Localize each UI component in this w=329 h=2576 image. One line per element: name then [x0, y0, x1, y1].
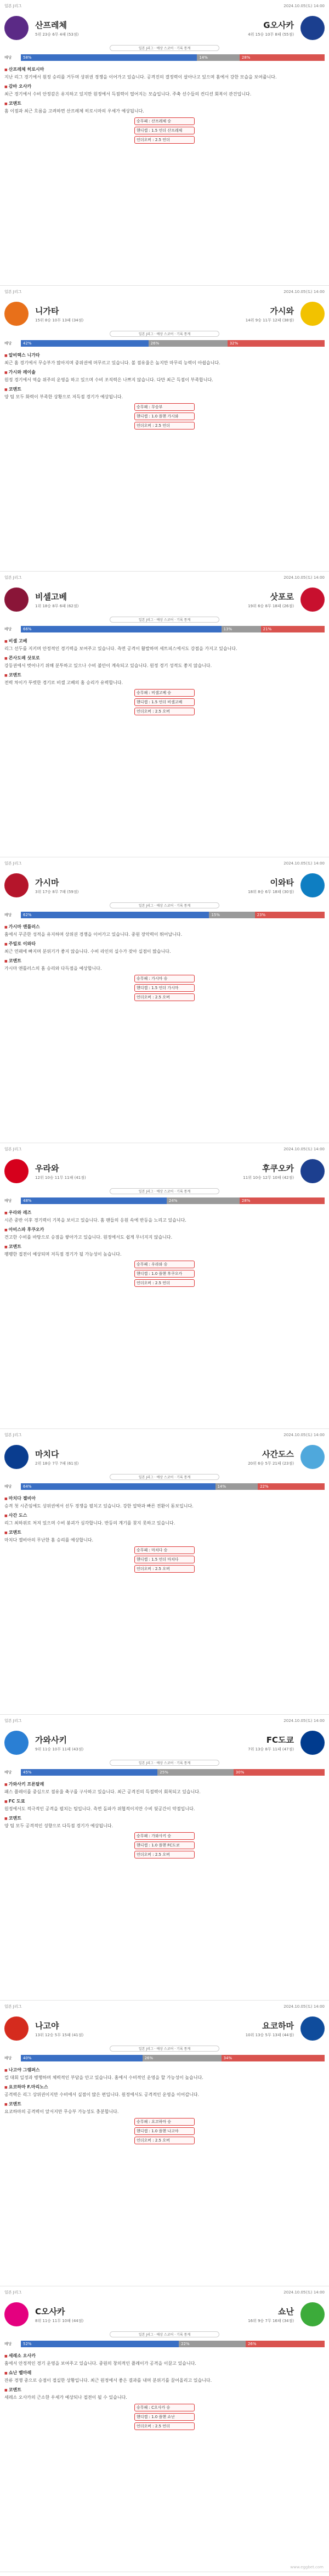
pick-item: 핸디캡 : 1.5 언더 마치다 — [134, 1556, 195, 1563]
section-title: ■ 요코하마 F.마리노스 — [4, 2084, 325, 2091]
away-team-name: 요코하마 — [262, 2020, 294, 2031]
home-team-logo — [4, 2302, 29, 2326]
match-date: 2024.10.05(토) 14:00 — [283, 1147, 325, 1151]
section-text: 최근 홈 경기에서 무승부가 많아지며 중위권에 머무르고 있습니다. 볼 점유율은 높지만 마무리 능력이 아쉽습니다. — [4, 360, 220, 365]
analysis-body — [4, 924, 325, 971]
section-text: 승격 첫 시즌임에도 상위권에서 선두 경쟁을 펼치고 있습니다. 강한 압박과 빠른 전환이 돋보입니다. — [4, 1504, 194, 1509]
home-team-name: 가와사키 — [35, 1735, 67, 1745]
match-card — [0, 1143, 329, 1429]
odds-bar — [4, 1769, 325, 1776]
home-team-logo — [4, 1159, 29, 1183]
section-text: 요코하마의 공격력이 앞서지만 무승부 가능성도 충분합니다. — [4, 2109, 119, 2114]
odds-bar — [4, 1197, 325, 1204]
section-title: ■ 가시와 레이솔 — [4, 369, 325, 376]
picks-box — [134, 403, 195, 430]
pick-item: 핸디캡 : 1.0 플핸 쇼난 — [134, 2413, 195, 2421]
teams-row — [4, 1154, 325, 1188]
home-team-logo — [4, 16, 29, 40]
away-team — [164, 587, 325, 612]
section-text: 강등권에서 벗어나기 위해 분투하고 있으나 수비 불안이 계속되고 있습니다. 원정 경기 성적도 좋지 않습니다. — [4, 663, 212, 668]
pick-item: 승무패 : 무승부 — [134, 403, 195, 411]
match-card — [0, 2286, 329, 2572]
section-title: ■ 코멘트 — [4, 2387, 325, 2393]
odds-label: 배당 — [4, 55, 12, 60]
section-title: ■ 알비렉스 니가타 — [4, 352, 325, 359]
picks-box — [134, 1546, 195, 1573]
away-odds-segment: 28 % — [240, 1197, 325, 1204]
teams-row — [4, 11, 325, 45]
stat-tabs[interactable]: 일본 J리그 · 예상 스코어 · 기록 통계 — [110, 2331, 219, 2337]
pick-item: 언더오버 : 2.5 언더 — [134, 422, 195, 430]
league-label: 일본 J리그 — [4, 4, 22, 8]
odds-bar — [4, 1483, 325, 1490]
league-label: 일본 J리그 — [4, 2290, 22, 2295]
match-card — [0, 286, 329, 572]
match-meta — [4, 2290, 325, 2295]
stat-tabs[interactable]: 일본 J리그 · 예상 스코어 · 기록 통계 — [110, 1188, 219, 1194]
section-text: 가시마 앤틀러스의 홈 승리와 다득점을 예상합니다. — [4, 966, 102, 971]
section-title: ■ 감바 오사카 — [4, 83, 325, 90]
section-text: 홈에서 꾸준한 성적을 유지하며 상위권 경쟁을 이어가고 있습니다. 중원 장악력이 뛰어납니다. — [4, 932, 183, 937]
away-team-form: 16위 9승 7무 16패 (34점) — [248, 2318, 294, 2323]
draw-odds-segment: 26 % — [149, 340, 228, 347]
pick-item: 언더오버 : 2.5 오버 — [134, 1851, 195, 1858]
section-title: ■ 아비스파 후쿠오카 — [4, 1227, 325, 1233]
pick-item: 승무패 : 산프레체 승 — [134, 117, 195, 125]
home-team — [4, 16, 164, 40]
section-text: 견고한 수비를 바탕으로 승점을 쌓아가고 있습니다. 원정에서도 쉽게 무너지지 않습니다. — [4, 1235, 173, 1240]
odds-label: 배당 — [4, 913, 12, 917]
section-title: ■ FC 도쿄 — [4, 1798, 325, 1805]
draw-odds-segment: 22 % — [179, 2341, 246, 2347]
away-odds-segment: 32 % — [228, 340, 325, 347]
section-title: ■ 가와사키 프론탈레 — [4, 1781, 325, 1788]
section-text: 잔류 경쟁 중으로 승점이 절실한 상황입니다. 최근 원정에서 좋은 결과를 내며 분위기를 끌어올리고 있습니다. — [4, 2378, 212, 2383]
home-team-name: C오사카 — [35, 2306, 65, 2317]
odds-label: 배당 — [4, 1484, 12, 1489]
section-text: 팽팽한 접전이 예상되며 저득점 경기가 될 가능성이 높습니다. — [4, 1252, 122, 1257]
match-meta — [4, 2004, 325, 2009]
home-team-form: 8위 11승 11무 10패 (44점) — [35, 2318, 84, 2323]
pick-item: 핸디캡 : 1.0 플핸 나고야 — [134, 2127, 195, 2135]
pick-item: 언더오버 : 2.5 오버 — [134, 2137, 195, 2144]
draw-odds-segment: 14 % — [215, 1483, 258, 1490]
section-title: ■ 코멘트 — [4, 100, 325, 107]
section-title: ■ 코멘트 — [4, 1815, 325, 1822]
away-team-form: 7위 13승 8무 11패 (47점) — [248, 1747, 294, 1752]
section-title: ■ 쇼난 벨마레 — [4, 2370, 325, 2376]
home-team-name: 비셀고베 — [35, 591, 67, 602]
draw-odds-segment: 24 % — [167, 1197, 240, 1204]
section-title: ■ 가시마 앤틀러스 — [4, 924, 325, 930]
odds-label: 배당 — [4, 2342, 12, 2346]
section-text: 세레소 오사카의 근소한 우세가 예상되나 접전이 될 수 있습니다. — [4, 2395, 127, 2400]
home-team-form: 2위 18승 7무 7패 (61점) — [35, 1461, 79, 1466]
analysis-body — [4, 352, 325, 400]
picks-box — [134, 117, 195, 144]
section-title: ■ 비셀 고베 — [4, 638, 325, 645]
pick-item: 핸디캡 : 1.0 플핸 FC도쿄 — [134, 1841, 195, 1849]
away-team-logo — [300, 2016, 325, 2041]
away-team-name: 후쿠오카 — [262, 1163, 294, 1173]
analysis-body — [4, 66, 325, 114]
home-team-form: 12위 10승 11무 11패 (41점) — [35, 1175, 86, 1180]
picks-box — [134, 1261, 195, 1287]
pick-item: 언더오버 : 2.5 언더 — [134, 136, 195, 144]
pick-item: 승무패 : 가시마 승 — [134, 975, 195, 982]
away-team-name: 이와타 — [270, 877, 294, 888]
away-team-logo — [300, 302, 325, 326]
section-title: ■ 세레소 오사카 — [4, 2353, 325, 2359]
pick-item: 핸디캡 : 1.5 언더 산프레체 — [134, 127, 195, 134]
picks-box — [134, 2118, 195, 2144]
away-team-logo — [300, 587, 325, 612]
watermark: www.eggbet.com — [290, 2565, 324, 2569]
section-title: ■ 사간 도스 — [4, 1512, 325, 1519]
match-date: 2024.10.05(토) 14:00 — [283, 1433, 325, 1437]
section-title: ■ 콘사도레 삿포로 — [4, 655, 325, 662]
odds-bar — [4, 2055, 325, 2061]
away-team-logo — [300, 1159, 325, 1183]
pick-item: 핸디캡 : 1.5 언더 가시마 — [134, 984, 195, 992]
league-label: 일본 J리그 — [4, 575, 22, 580]
away-team-name: 쇼난 — [278, 2306, 294, 2317]
section-title: ■ 코멘트 — [4, 386, 325, 393]
section-text: 최근 연패에 빠지며 분위기가 좋지 않습니다. 수비 라인의 실수가 잦아 실점이 많습니다. — [4, 949, 171, 954]
section-title: ■ 산프레체 히로시마 — [4, 66, 325, 73]
home-team-logo — [4, 873, 29, 897]
section-text: 원정 경기에서 역습 위주의 운영을 하고 있으며 수비 조직력은 나쁘지 않습니다. 다만 최근 득점이 부족합니다. — [4, 377, 213, 382]
section-text: 시즌 중반 이후 경기력이 기복을 보이고 있습니다. 홈 팬들의 응원 속에 반등을 노리고 있습니다. — [4, 1218, 186, 1223]
stat-tabs[interactable]: 일본 J리그 · 예상 스코어 · 기록 통계 — [110, 2046, 219, 2052]
home-odds-segment: 52 % — [21, 2341, 179, 2347]
away-team-logo — [300, 873, 325, 897]
odds-label: 배당 — [4, 2056, 12, 2060]
stat-tabs[interactable]: 일본 J리그 · 예상 스코어 · 기록 통계 — [110, 45, 219, 51]
home-team-name: 산프레체 — [35, 20, 67, 30]
teams-row — [4, 2297, 325, 2331]
section-text: 리그 선두를 지키며 안정적인 경기력을 보여주고 있습니다. 측면 공격이 활발하며 세트피스에서도 강점을 가지고 있습니다. — [4, 646, 237, 651]
stat-tabs[interactable]: 일본 J리그 · 예상 스코어 · 기록 통계 — [110, 902, 219, 908]
draw-odds-segment: 25 % — [157, 1769, 234, 1776]
odds-label: 배당 — [4, 1770, 12, 1775]
match-date: 2024.10.05(토) 14:00 — [283, 4, 325, 8]
away-team-logo — [300, 2302, 325, 2326]
match-card — [0, 572, 329, 857]
away-team-logo — [300, 1731, 325, 1755]
picks-box — [134, 689, 195, 715]
home-team-name: 우라와 — [35, 1163, 59, 1173]
odds-bar — [4, 626, 325, 632]
match-meta — [4, 861, 325, 866]
away-team — [164, 1445, 325, 1469]
away-team-form: 18위 8승 6무 18패 (30점) — [248, 889, 294, 894]
stat-tabs[interactable]: 일본 J리그 · 예상 스코어 · 기록 통계 — [110, 331, 219, 337]
teams-row — [4, 297, 325, 331]
analysis-body — [4, 2353, 325, 2400]
match-card — [0, 2001, 329, 2286]
section-text: 홈 이점과 최근 흐름을 고려하면 산프레체 히로시마의 우세가 예상됩니다. — [4, 109, 144, 114]
section-text: 양 팀 모두 공격적인 성향으로 다득점 경기가 예상됩니다. — [4, 1823, 114, 1828]
section-title: ■ 코멘트 — [4, 958, 325, 964]
home-team-logo — [4, 587, 29, 612]
pick-item: 승무패 : 마치다 승 — [134, 1546, 195, 1554]
section-text: 리그 최하위로 처져 있으며 수비 붕괴가 심각합니다. 반등의 계기를 찾지 못하고 있습니다. — [4, 1521, 175, 1526]
away-team-form: 19위 6승 8무 18패 (26점) — [248, 603, 294, 608]
home-team-logo — [4, 1731, 29, 1755]
section-text: 마치다 젤비아의 무난한 홈 승리를 예상합니다. — [4, 1538, 94, 1543]
teams-row — [4, 1440, 325, 1474]
home-team-name: 마치다 — [35, 1449, 59, 1459]
home-team-form: 9위 11승 10무 11패 (43점) — [35, 1747, 84, 1752]
stat-tabs[interactable]: 일본 J리그 · 예상 스코어 · 기록 통계 — [110, 617, 219, 623]
home-team — [4, 2016, 164, 2041]
analysis-body — [4, 1781, 325, 1829]
section-title: ■ 우라와 레즈 — [4, 1210, 325, 1216]
pick-item: 언더오버 : 2.5 오버 — [134, 993, 195, 1001]
section-text: 패스 플레이를 중심으로 점유율 축구를 구사하고 있습니다. 최근 공격진의 득점력이 회복되고 있습니다. — [4, 1789, 201, 1794]
match-meta — [4, 575, 325, 580]
home-odds-segment: 48 % — [21, 1197, 167, 1204]
draw-odds-segment: 26 % — [143, 2055, 222, 2061]
away-team-logo — [300, 1445, 325, 1469]
away-odds-segment: 26 % — [246, 2341, 325, 2347]
pick-item: 언더오버 : 2.5 오버 — [134, 708, 195, 715]
match-meta — [4, 1432, 325, 1438]
home-team-form: 5위 23승 6무 4패 (53점) — [35, 32, 79, 37]
home-odds-segment: 58 % — [21, 54, 197, 61]
odds-label: 배당 — [4, 627, 12, 631]
away-team-name: 삿포로 — [270, 591, 294, 602]
home-odds-segment: 62 % — [21, 912, 209, 918]
away-odds-segment: 23 % — [255, 912, 325, 918]
match-date: 2024.10.05(토) 14:00 — [283, 290, 325, 294]
pick-item: 승무패 : 가와사키 승 — [134, 1832, 195, 1840]
away-odds-segment: 30 % — [234, 1769, 325, 1776]
section-text: 홈에서 안정적인 경기 운영을 보여주고 있습니다. 중원의 창의적인 플레이가 공격을 이끌고 있습니다. — [4, 2361, 196, 2366]
home-team-form: 3위 17승 8무 7패 (59점) — [35, 889, 79, 894]
draw-odds-segment: 13 % — [222, 626, 261, 632]
section-text: 원정에서도 적극적인 공격을 펼치는 팀입니다. 측면 돌파가 위협적이지만 수비 뒷공간이 약점입니다. — [4, 1806, 195, 1811]
home-odds-segment: 40 % — [21, 2055, 143, 2061]
away-team — [164, 16, 325, 40]
pick-item: 승무패 : 비셀고베 승 — [134, 689, 195, 697]
away-team — [164, 2016, 325, 2041]
pick-item: 승무패 : C오사카 승 — [134, 2404, 195, 2411]
home-team-name: 나고야 — [35, 2020, 59, 2031]
match-meta — [4, 1718, 325, 1724]
home-team-form: 15위 8승 10무 13패 (34점) — [35, 318, 84, 323]
odds-bar — [4, 2341, 325, 2347]
section-title: ■ 코멘트 — [4, 1529, 325, 1536]
home-team — [4, 1445, 164, 1469]
home-team — [4, 587, 164, 612]
match-date: 2024.10.05(토) 14:00 — [283, 861, 325, 866]
pick-item: 핸디캡 : 1.5 언더 비셀고베 — [134, 698, 195, 706]
picks-box — [134, 2404, 195, 2430]
odds-bar — [4, 340, 325, 347]
home-team — [4, 2302, 164, 2326]
league-label: 일본 J리그 — [4, 1147, 22, 1151]
draw-odds-segment: 14 % — [197, 54, 240, 61]
pick-item: 핸디캡 : 1.0 플핸 후쿠오카 — [134, 1270, 195, 1278]
away-team — [164, 1159, 325, 1183]
pick-item: 승무패 : 요코하마 승 — [134, 2118, 195, 2126]
teams-row — [4, 868, 325, 902]
home-team-form: 13위 12승 5무 15패 (41점) — [35, 2032, 84, 2037]
odds-bar — [4, 912, 325, 918]
away-team-name: 가시와 — [270, 306, 294, 316]
home-team-form: 1위 18승 8무 6패 (62점) — [35, 603, 79, 608]
home-team-logo — [4, 2016, 29, 2041]
draw-odds-segment: 15 % — [209, 912, 254, 918]
home-team — [4, 1159, 164, 1183]
pick-item: 핸디캡 : 1.0 플핸 가시와 — [134, 413, 195, 420]
picks-box — [134, 975, 195, 1001]
away-team-name: 사간도스 — [262, 1449, 294, 1459]
away-odds-segment: 21 % — [261, 626, 325, 632]
match-card — [0, 857, 329, 1143]
section-text: 전력 차이가 뚜렷한 경기로 비셀 고베의 홈 승리가 유력합니다. — [4, 680, 123, 685]
stat-tabs[interactable]: 일본 J리그 · 예상 스코어 · 기록 통계 — [110, 1474, 219, 1480]
away-team-logo — [300, 16, 325, 40]
analysis-body — [4, 1495, 325, 1543]
picks-box — [134, 1832, 195, 1858]
home-team — [4, 873, 164, 897]
analysis-body — [4, 1210, 325, 1257]
league-label: 일본 J리그 — [4, 1433, 22, 1437]
away-team-form: 10위 13승 5무 13패 (44점) — [245, 2032, 294, 2037]
home-team-name: 니가타 — [35, 306, 59, 316]
match-meta — [4, 289, 325, 295]
home-odds-segment: 66 % — [21, 626, 222, 632]
section-title: ■ 마치다 젤비아 — [4, 1495, 325, 1502]
league-label: 일본 J리그 — [4, 1719, 22, 1723]
pick-item: 승무패 : 우라와 승 — [134, 1261, 195, 1268]
home-team-name: 가시마 — [35, 877, 59, 888]
home-odds-segment: 64 % — [21, 1483, 215, 1490]
home-team-logo — [4, 302, 29, 326]
section-text: 최근 경기에서 수비 안정감은 유지하고 있지만 원정에서 득점력이 떨어지는 모습입니다. 주축 선수들의 컨디션 회복이 관건입니다. — [4, 92, 252, 97]
away-team-form: 20위 6승 5무 21패 (23점) — [248, 1461, 294, 1466]
league-label: 일본 J리그 — [4, 861, 22, 866]
home-team — [4, 302, 164, 326]
odds-bar — [4, 54, 325, 61]
league-label: 일본 J리그 — [4, 290, 22, 294]
away-team — [164, 2302, 325, 2326]
section-text: 지난 리그 경기에서 원정 승리를 거두며 상위권 경쟁을 이어가고 있습니다. 공격진의 결정력이 살아나고 있으며 홈에서 강한 모습을 보여줍니다. — [4, 75, 277, 80]
away-team — [164, 1731, 325, 1755]
stat-tabs[interactable]: 일본 J리그 · 예상 스코어 · 기록 통계 — [110, 1760, 219, 1766]
section-title: ■ 코멘트 — [4, 2101, 325, 2108]
teams-row — [4, 583, 325, 617]
match-card — [0, 1429, 329, 1715]
pick-item: 언더오버 : 2.5 언더 — [134, 1279, 195, 1287]
pick-item: 언더오버 : 2.5 오버 — [134, 1565, 195, 1573]
odds-label: 배당 — [4, 341, 12, 346]
away-team-form: 14위 9승 11무 12패 (38점) — [245, 318, 294, 323]
match-card — [0, 0, 329, 286]
match-date: 2024.10.05(토) 14:00 — [283, 575, 325, 580]
section-title: ■ 코멘트 — [4, 1244, 325, 1250]
analysis-body — [4, 638, 325, 686]
away-odds-segment: 22 % — [258, 1483, 325, 1490]
away-team-name: G오사카 — [263, 20, 294, 30]
away-team — [164, 873, 325, 897]
match-meta — [4, 3, 325, 9]
away-team — [164, 302, 325, 326]
teams-row — [4, 1726, 325, 1760]
section-title: ■ 주빌로 이와타 — [4, 941, 325, 947]
teams-row — [4, 2012, 325, 2046]
home-odds-segment: 45 % — [21, 1769, 157, 1776]
league-label: 일본 J리그 — [4, 2004, 22, 2009]
section-text: 양 팀 모두 화력이 부족한 상황으로 저득점 경기가 예상됩니다. — [4, 394, 123, 399]
home-team — [4, 1731, 164, 1755]
away-odds-segment: 34 % — [222, 2055, 325, 2061]
away-odds-segment: 28 % — [240, 54, 325, 61]
away-team-form: 11위 10승 12무 10패 (42점) — [243, 1175, 294, 1180]
match-date: 2024.10.05(토) 14:00 — [283, 1719, 325, 1723]
match-date: 2024.10.05(토) 14:00 — [283, 2004, 325, 2009]
pick-item: 언더오버 : 2.5 언더 — [134, 2422, 195, 2430]
analysis-body — [4, 2067, 325, 2115]
away-team-form: 4위 15승 10무 8패 (55점) — [248, 32, 294, 37]
match-card — [0, 1715, 329, 2001]
section-title: ■ 코멘트 — [4, 672, 325, 679]
away-team-name: FC도쿄 — [266, 1735, 294, 1745]
odds-label: 배당 — [4, 1199, 12, 1203]
section-title: ■ 나고야 그램퍼스 — [4, 2067, 325, 2074]
section-text: 공격력은 리그 상위권이지만 수비에서 실점이 많은 편입니다. 원정에서도 공격적인 운영을 이어갑니다. — [4, 2092, 200, 2097]
home-team-logo — [4, 1445, 29, 1469]
match-meta — [4, 1146, 325, 1152]
match-date: 2024.10.05(토) 14:00 — [283, 2290, 325, 2295]
home-odds-segment: 42 % — [21, 340, 149, 347]
section-text: 컵 대회 일정과 병행하며 체력적인 부담을 안고 있습니다. 홈에서 수비적인 운영을 할 가능성이 높습니다. — [4, 2075, 203, 2080]
